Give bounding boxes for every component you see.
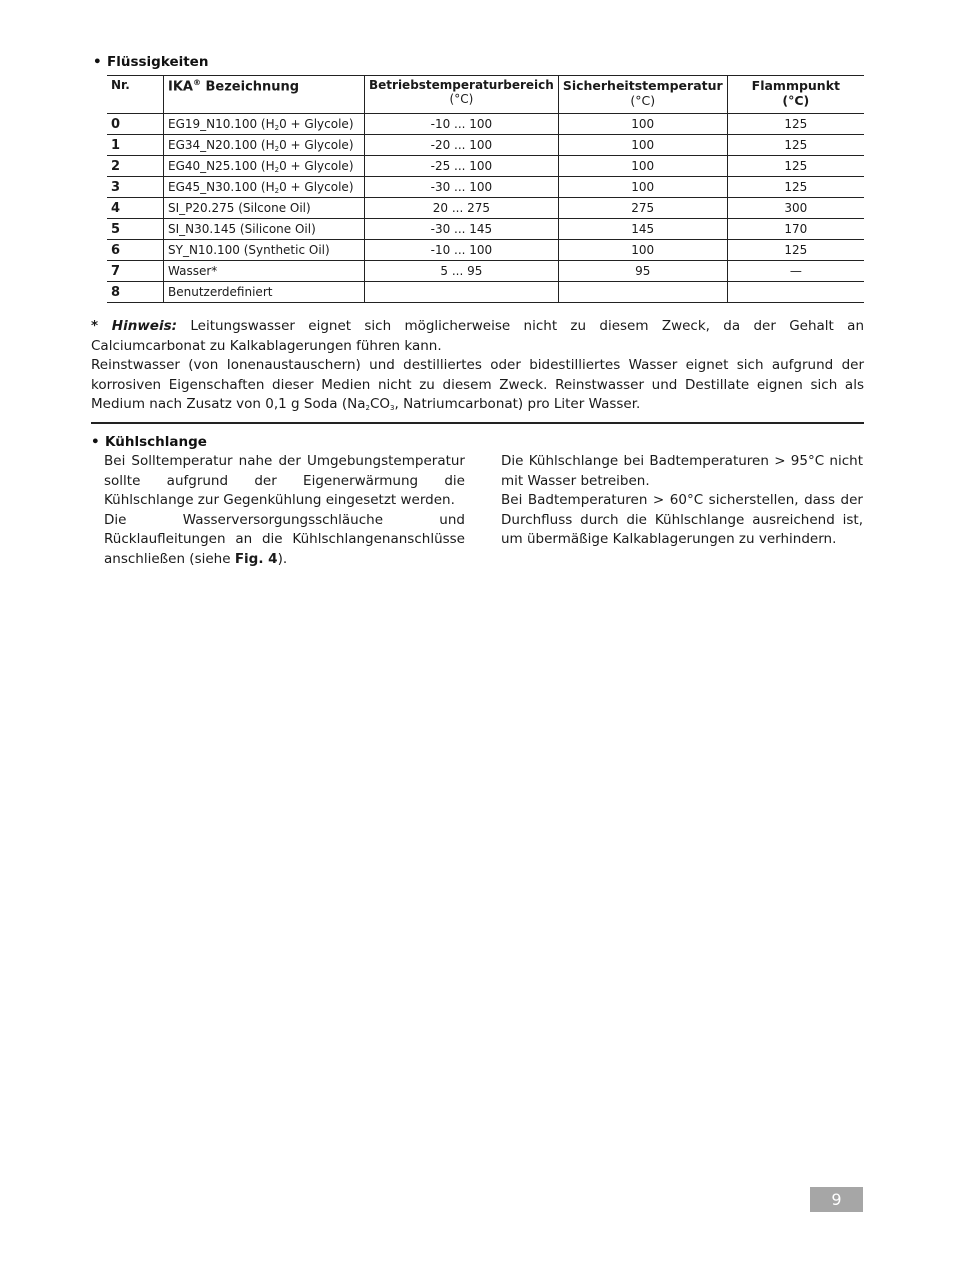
cell-range: -20 ... 100 (365, 135, 559, 156)
cell-range: -25 ... 100 (365, 156, 559, 177)
table-row (107, 240, 864, 261)
cell-name (164, 282, 365, 303)
col-header-range-unit: (°C) (449, 92, 474, 106)
cell-nr: 3 (107, 177, 164, 198)
cell-name (164, 198, 365, 219)
table-row (107, 135, 864, 156)
cell-flash (727, 282, 864, 303)
col-header-safety-unit: (°C) (630, 93, 656, 108)
cell-safety: 100 (558, 135, 727, 156)
cell-safety: 145 (558, 219, 727, 240)
cell-name (164, 135, 365, 156)
fluid-name: SY_N10.100 (Synthetic Oil) (168, 243, 330, 257)
fluid-name: EG19_N10.100 (H (168, 116, 275, 131)
cell-nr: 1 (107, 135, 164, 156)
table-row (107, 198, 864, 219)
cell-name (164, 177, 365, 198)
subscript: 2 (274, 186, 280, 195)
heading-text: Kühlschlange (105, 434, 207, 450)
figure-reference: Fig. 4 (234, 550, 278, 567)
cell-flash: — (727, 261, 864, 282)
fluid-name: EG34_N20.100 (H (168, 137, 275, 152)
fluid-name: EG40_N25.100 (H (168, 158, 275, 173)
fluid-name-end: 0 + Glycole) (279, 137, 354, 152)
cell-flash: 125 (727, 240, 864, 261)
col-header-name-rest: Bezeichnung (200, 79, 300, 95)
cell-nr: 7 (107, 261, 164, 282)
subscript: 2 (274, 123, 280, 132)
cell-flash: 125 (727, 156, 864, 177)
cell-flash: 170 (727, 219, 864, 240)
note-text-2c: , Natriumcarbonat) pro Liter Wasser. (394, 396, 641, 412)
cell-nr: 0 (107, 114, 164, 135)
cooling-text: ). (277, 550, 288, 567)
cooling-left-paragraph-1: Bei Solltemperatur nahe der Umgebungstemperatur sollte aufgrund der Eigenerwärmung die Kühlschlange zur Gegenkühlung eingesetzt werden. (104, 453, 465, 508)
col-header-safety-label: Sicherheitstemperatur (562, 78, 723, 93)
heading-text: Flüssigkeiten (107, 54, 209, 70)
fluid-name: Benutzerdefiniert (168, 285, 273, 299)
brand-text: IKA (168, 79, 193, 95)
cell-range (365, 282, 559, 303)
table-row (107, 282, 864, 303)
cell-safety: 100 (558, 156, 727, 177)
cell-range: -30 ... 145 (365, 219, 559, 240)
note-text-2b: CO (369, 396, 391, 412)
table-row (107, 177, 864, 198)
cell-safety: 275 (558, 198, 727, 219)
col-header-range-label: Betriebstemperaturbereich (369, 78, 554, 92)
note-paragraph-1 (91, 317, 864, 356)
table-row (107, 261, 864, 282)
fluids-table (107, 75, 864, 303)
cooling-text: Die Wasserversorgungsschläuche und Rücklaufleitungen an die Kühlschlangenanschlüsse anschließen (siehe (104, 511, 465, 567)
note-block (91, 317, 864, 419)
col-header-range (365, 76, 559, 114)
note-paragraph-2 (91, 356, 864, 419)
cell-name (164, 156, 365, 177)
cell-range: 20 ... 275 (365, 198, 559, 219)
fluid-name: Wasser* (168, 264, 218, 278)
cell-flash: 300 (727, 198, 864, 219)
cell-name (164, 261, 365, 282)
cell-range: -10 ... 100 (365, 114, 559, 135)
col-header-flash-label: Flammpunkt (751, 78, 840, 93)
cell-range: -30 ... 100 (365, 177, 559, 198)
subscript: 2 (274, 165, 280, 174)
fluid-name: EG45_N30.100 (H (168, 179, 275, 194)
cell-safety: 95 (558, 261, 727, 282)
note-text-1: Leitungswasser eignet sich möglicherweise nicht zu diesem Zweck, da der Gehalt an Calciumcarbonat zu Kalkablagerungen führen kann. (91, 318, 864, 354)
col-header-nr: Nr. (107, 76, 164, 114)
cell-nr: 6 (107, 240, 164, 261)
cooling-left-column (104, 452, 465, 569)
cell-safety: 100 (558, 240, 727, 261)
cell-flash: 125 (727, 114, 864, 135)
table-body (107, 114, 864, 303)
section-divider (91, 422, 864, 424)
col-header-name (164, 76, 365, 114)
table-row (107, 219, 864, 240)
subscript: 2 (365, 404, 370, 412)
cell-nr: 2 (107, 156, 164, 177)
cooling-right-column (501, 452, 863, 550)
cell-name (164, 114, 365, 135)
cell-name (164, 240, 365, 261)
cell-name (164, 219, 365, 240)
cooling-right-paragraph-2: Bei Badtemperaturen > 60°C sicherstellen, dass der Durchfluss durch die Kühlschlange ausreichend ist, um übermäßige Kalkablagerungen zu verhindern. (501, 492, 863, 547)
section-heading-fluids (93, 54, 208, 70)
bullet: • (93, 54, 102, 70)
subscript: 3 (390, 404, 395, 412)
section-heading-cooling (91, 434, 207, 450)
bullet: • (91, 434, 100, 450)
cell-nr: 5 (107, 219, 164, 240)
cell-range: 5 ... 95 (365, 261, 559, 282)
fluid-name-end: 0 + Glycole) (279, 116, 354, 131)
cell-nr: 8 (107, 282, 164, 303)
table-row (107, 156, 864, 177)
fluid-name: SI_P20.275 (Silcone Oil) (168, 201, 311, 215)
col-header-flash-unit: (°C) (782, 93, 810, 108)
note-label: * Hinweis: (91, 318, 178, 334)
cooling-left-paragraph-2 (104, 511, 465, 570)
cell-safety (558, 282, 727, 303)
cell-safety: 100 (558, 177, 727, 198)
cooling-right-paragraph-1: Die Kühlschlange bei Badtemperaturen > 95°C nicht mit Wasser betreiben. (501, 453, 863, 489)
cell-flash: 125 (727, 177, 864, 198)
col-header-flash (727, 76, 864, 114)
fluid-name: SI_N30.145 (Silicone Oil) (168, 222, 316, 236)
cell-nr: 4 (107, 198, 164, 219)
fluid-name-end: 0 + Glycole) (279, 158, 354, 173)
col-header-safety (558, 76, 727, 114)
cell-safety: 100 (558, 114, 727, 135)
table-row (107, 114, 864, 135)
registered-mark: ® (192, 78, 201, 87)
cell-range: -10 ... 100 (365, 240, 559, 261)
note-text-2a: Reinstwasser (von Ionenaustauschern) und destilliertes oder bidestilliertes Wasser eignet sich aufgrund der korrosiven Eigenschaften dieser Medien nicht zu diesem Zweck. Reinstwasser und Destillate eignen sich als Medium nach Zusatz von 0,1 g Soda (Na (91, 357, 864, 412)
fluid-name-end: 0 + Glycole) (279, 179, 354, 194)
table-header-row (107, 76, 864, 114)
cell-flash: 125 (727, 135, 864, 156)
subscript: 2 (274, 144, 280, 153)
page-number: 9 (810, 1187, 863, 1212)
